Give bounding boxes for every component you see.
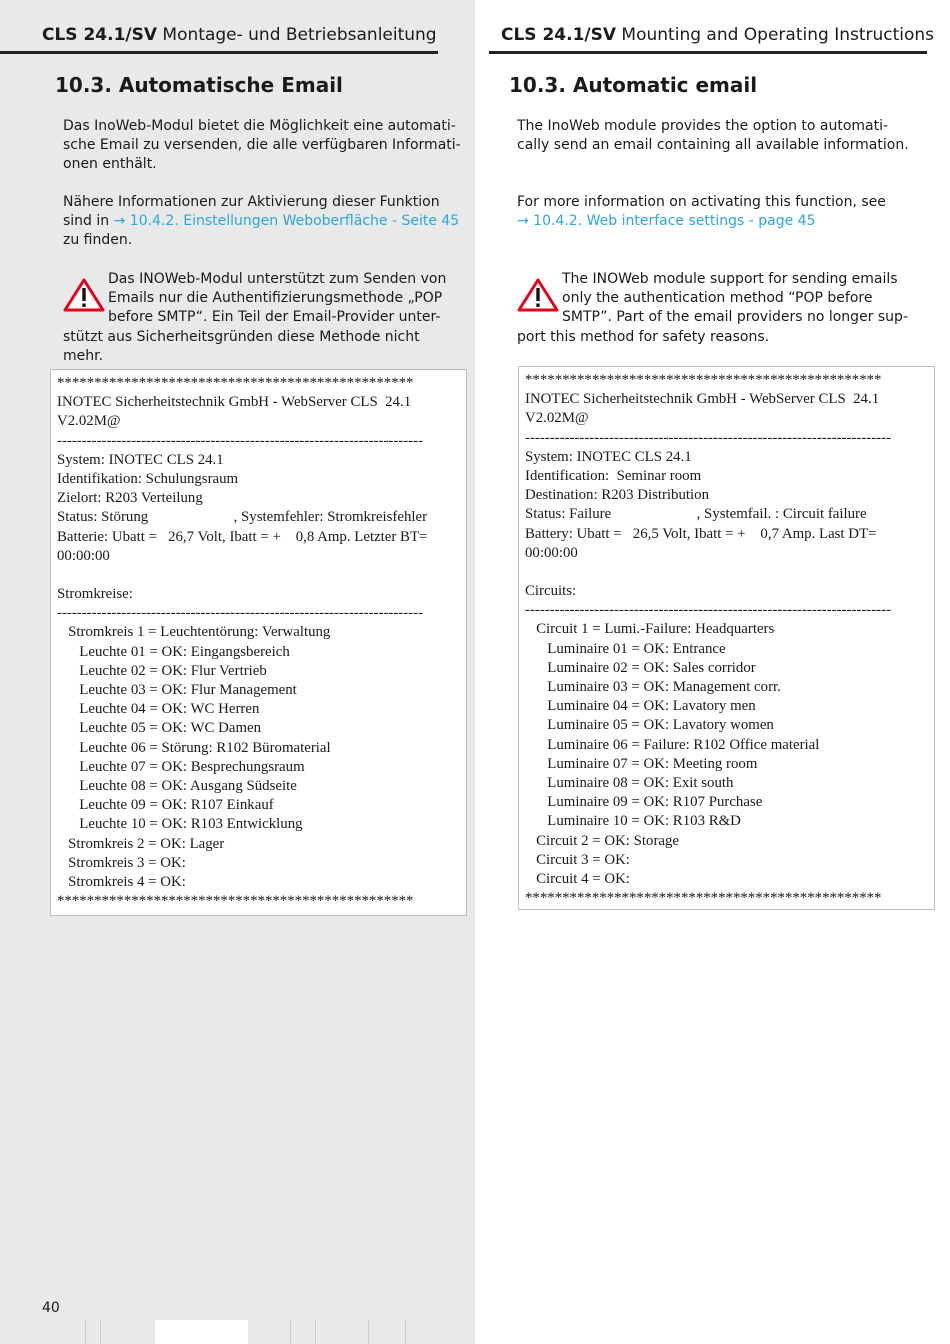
footer-divider — [315, 1320, 316, 1344]
email-line: INOTEC Sicherheitstechnik GmbH - WebServer CLS 24.1 — [57, 394, 412, 411]
text-line: The InoWeb module provides the option to automati- — [517, 118, 889, 134]
header-doc-title: Montage- und Betriebsanleitung — [157, 25, 437, 45]
text-line: The INOWeb module support for sending emails — [562, 271, 898, 287]
settings-page-link[interactable]: → 10.4.2. Web interface settings - page 45 — [517, 213, 816, 230]
email-line: Circuit 4 = OK: — [525, 870, 630, 887]
page-header — [42, 25, 437, 45]
email-line: System: INOTEC CLS 24.1 — [525, 448, 692, 465]
page-header — [501, 25, 934, 45]
footer-divider — [100, 1320, 101, 1344]
header-rule — [489, 51, 927, 54]
footer-divider — [368, 1320, 369, 1344]
email-line: Leuchte 07 = OK: Besprechungsraum — [57, 758, 305, 775]
settings-page-link[interactable]: → 10.4.2. Einstellungen Weboberfläche - Seite 45 — [113, 213, 460, 230]
email-line: -------------------------------------------------------------------------- — [57, 605, 424, 622]
email-line: Destination: R203 Distribution — [525, 487, 710, 504]
footer-tab — [155, 1320, 248, 1344]
email-line: ************************************************ — [57, 893, 414, 910]
email-line: Luminaire 10 = OK: R103 R&D — [525, 813, 741, 830]
email-line: Stromkreise: — [57, 586, 133, 603]
text-line: only the authentication method “POP before — [562, 290, 873, 307]
email-line: Stromkreis 1 = Leuchtentörung: Verwaltung — [57, 624, 331, 641]
email-line: 00:00:00 — [525, 544, 578, 561]
warning-note — [517, 270, 917, 347]
english-column — [475, 0, 950, 1344]
text-line: Nähere Informationen zur Aktivierung dieser Funktion — [63, 194, 440, 210]
email-line: Leuchte 10 = OK: R103 Entwicklung — [57, 816, 303, 833]
email-line: Battery: Ubatt = 26,5 Volt, Ibatt = + 0,7 Amp. Last DT= — [525, 525, 877, 542]
email-line: Leuchte 01 = OK: Eingangsbereich — [57, 643, 290, 660]
email-line: Status: Failure , Systemfail. : Circuit failure — [525, 506, 867, 523]
email-line: Leuchte 08 = OK: Ausgang Südseite — [57, 777, 297, 794]
intro-paragraph — [517, 117, 909, 155]
footer-divider — [290, 1320, 291, 1344]
email-line: Luminaire 09 = OK: R107 Purchase — [525, 794, 763, 811]
email-line: Leuchte 05 = OK: WC Damen — [57, 720, 262, 737]
email-line — [57, 566, 462, 585]
email-line: Leuchte 06 = Störung: R102 Büromaterial — [57, 739, 331, 756]
text-fragment: sind in — [63, 213, 114, 230]
email-line: Luminaire 03 = OK: Management corr. — [525, 679, 781, 695]
text-line: Emails nur die Authentifizierungsmethode „POP — [108, 290, 443, 307]
footer-divider — [85, 1320, 86, 1344]
text-line: sche Email zu versenden, die alle verfügbaren Informati- — [63, 137, 461, 154]
email-line: Luminaire 04 = OK: Lavatory men — [525, 698, 756, 715]
text-line: port this method for safety reasons. — [517, 328, 770, 345]
email-line: Luminaire 05 = OK: Lavatory women — [525, 717, 774, 734]
text-line: For more information on activating this function, see — [517, 194, 886, 210]
email-line: Leuchte 04 = OK: WC Herren — [57, 701, 260, 718]
email-line: Leuchte 02 = OK: Flur Vertrieb — [57, 662, 267, 679]
email-line: Status: Störung , Systemfehler: Stromkreisfehler — [57, 509, 428, 526]
email-line: -------------------------------------------------------------------------- — [525, 602, 892, 619]
reference-paragraph — [517, 193, 886, 231]
text-line: stützt aus Sicherheitsgründen diese Methode nicht mehr. — [63, 328, 420, 364]
text-line — [63, 212, 459, 231]
email-line: Stromkreis 2 = OK: Lager — [57, 835, 225, 852]
email-line: V2.02M@ — [57, 413, 121, 430]
header-product: CLS 24.1/SV — [42, 25, 158, 45]
email-line: Circuit 3 = OK: — [525, 851, 630, 868]
email-line: Batterie: Ubatt = 26,7 Volt, Ibatt = + 0,8 Amp. Letzter BT= — [57, 528, 428, 545]
email-line: Identifikation: Schulungsraum — [57, 470, 239, 487]
email-line: Circuit 1 = Lumi.-Failure: Headquarters — [525, 621, 775, 638]
email-line: Stromkreis 4 = OK: — [57, 873, 186, 890]
warning-note — [63, 270, 463, 366]
email-sample-box — [518, 366, 935, 910]
page-number: 40 — [42, 1300, 60, 1316]
email-line: Circuit 2 = OK: Storage — [525, 832, 680, 849]
email-line: 00:00:00 — [57, 547, 110, 564]
email-line: Leuchte 03 = OK: Flur Management — [57, 682, 297, 698]
section-title: 10.3. Automatic email — [509, 73, 758, 97]
text-line: SMTP”. Part of the email providers no longer sup- — [562, 309, 908, 326]
footer-divider — [405, 1320, 406, 1344]
text-line: cally send an email containing all available information. — [517, 137, 909, 154]
text-line: zu finden. — [63, 232, 133, 249]
email-line: ************************************************ — [525, 372, 882, 388]
email-line: System: INOTEC CLS 24.1 — [57, 451, 224, 468]
email-line: Identification: Seminar room — [525, 467, 702, 484]
email-line: -------------------------------------------------------------------------- — [57, 432, 424, 449]
email-line: Luminaire 08 = OK: Exit south — [525, 774, 734, 791]
email-line: Luminaire 01 = OK: Entrance — [525, 640, 726, 657]
reference-paragraph — [63, 193, 459, 251]
email-line — [525, 563, 930, 582]
email-sample-box — [50, 369, 467, 916]
email-line: Zielort: R203 Verteilung — [57, 490, 203, 507]
text-line: Das INOWeb-Modul unterstützt zum Senden von — [108, 271, 447, 287]
text-line: Das InoWeb-Modul bietet die Möglichkeit eine automati- — [63, 118, 456, 134]
email-line: Luminaire 06 = Failure: R102 Office material — [525, 736, 820, 753]
email-line: Stromkreis 3 = OK: — [57, 854, 186, 871]
email-line: Leuchte 09 = OK: R107 Einkauf — [57, 797, 274, 814]
intro-paragraph — [63, 117, 461, 175]
email-line: INOTEC Sicherheitstechnik GmbH - WebServer CLS 24.1 — [525, 391, 880, 408]
email-line: V2.02M@ — [525, 410, 589, 427]
email-line: Circuits: — [525, 583, 577, 600]
text-line: onen enthält. — [63, 156, 157, 173]
email-line: -------------------------------------------------------------------------- — [525, 429, 892, 446]
text-line: before SMTP“. Ein Teil der Email-Provider unter- — [108, 309, 441, 326]
header-doc-title: Mounting and Operating Instructions — [616, 25, 935, 45]
email-line: ************************************************ — [525, 890, 882, 907]
section-title: 10.3. Automatische Email — [55, 73, 343, 97]
header-rule — [0, 51, 438, 54]
email-line: ************************************************ — [57, 375, 414, 391]
email-line: Luminaire 07 = OK: Meeting room — [525, 755, 758, 772]
header-product: CLS 24.1/SV — [501, 25, 617, 45]
email-line: Luminaire 02 = OK: Sales corridor — [525, 659, 756, 676]
